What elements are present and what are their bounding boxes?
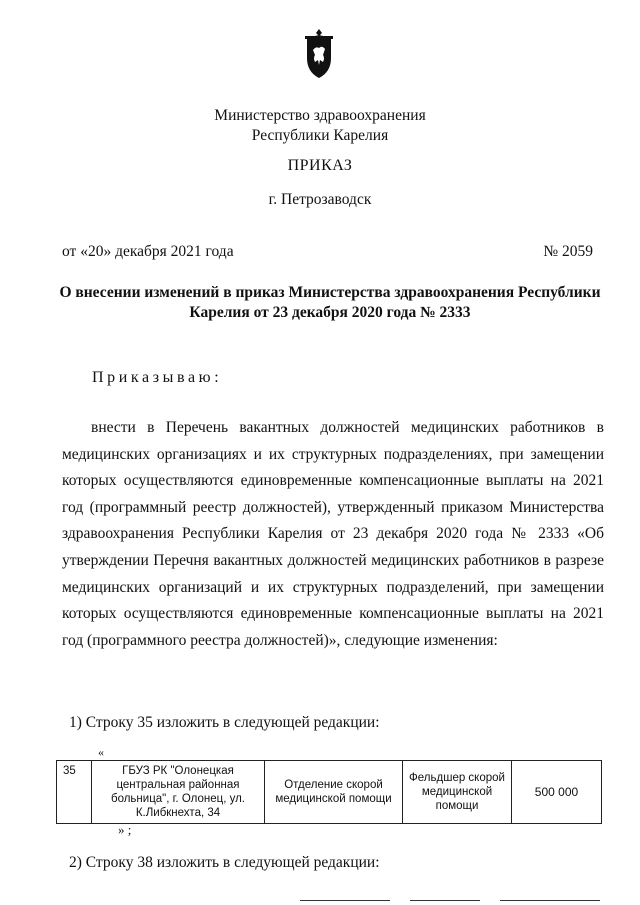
city: г. Петрозаводск [268,191,372,208]
cell-organization: ГБУЗ РК "Олонецкая центральная районная больница", г. Олонец, ул. К.Либкнехта, 34 [92,761,265,824]
cell-position: Фельдшер скорой медицинской помощи [403,761,512,824]
list-item-1: 1) Строку 35 изложить в следующей редакции: [69,714,380,731]
quote-open: « [98,745,104,759]
ministry-line-1: Министерство здравоохранения [214,107,426,124]
title-line-2: Карелия от 23 декабря 2020 года № 2333 [189,304,471,321]
scan-edge-mark [410,900,480,901]
title-line-1: О внесении изменений в приказ Министерства здравоохранения Республики [59,284,601,301]
cell-department: Отделение скорой медицинской помощи [265,761,403,824]
scan-edge-mark [500,900,600,901]
body-paragraph: внести в Перечень вакантных должностей медицинских работников в медицинских организациях и их структурных подразделениях, при замещении которых осуществляются единовременные компенсационные выплаты на 2021 год (программный реестр должностей), утвержденный приказом Министерства здравоохранения Республики Карелия от 23 декабря 2020 года № 2333 «Об утверждении Перечня вакантных должностей медицинских работников в разрезе медицинских организаций и их структурных подразделений, при замещении которых осуществляются единовременные компенсационные выплаты на 2021 год (программного реестра должностей)», следующие изменения: [62,419,604,649]
scan-edge-mark [300,900,390,901]
cell-amount: 500 000 [512,761,602,824]
orders-heading: Приказываю: [92,369,223,386]
document-type: ПРИКАЗ [287,157,353,174]
ministry-header [0,106,640,146]
karelia-coat-of-arms-icon [299,28,339,80]
quote-close: » ; [118,822,132,837]
cell-row-number: 35 [57,761,92,824]
document-title [50,283,610,323]
document-date: от «20» декабря 2021 года [62,243,234,260]
ministry-line-2: Республики Карелия [251,127,389,144]
list-item-2: 2) Строку 38 изложить в следующей редакции: [69,854,380,871]
table-row [57,761,602,824]
document-number: № 2059 [543,243,593,260]
positions-table [56,760,602,824]
